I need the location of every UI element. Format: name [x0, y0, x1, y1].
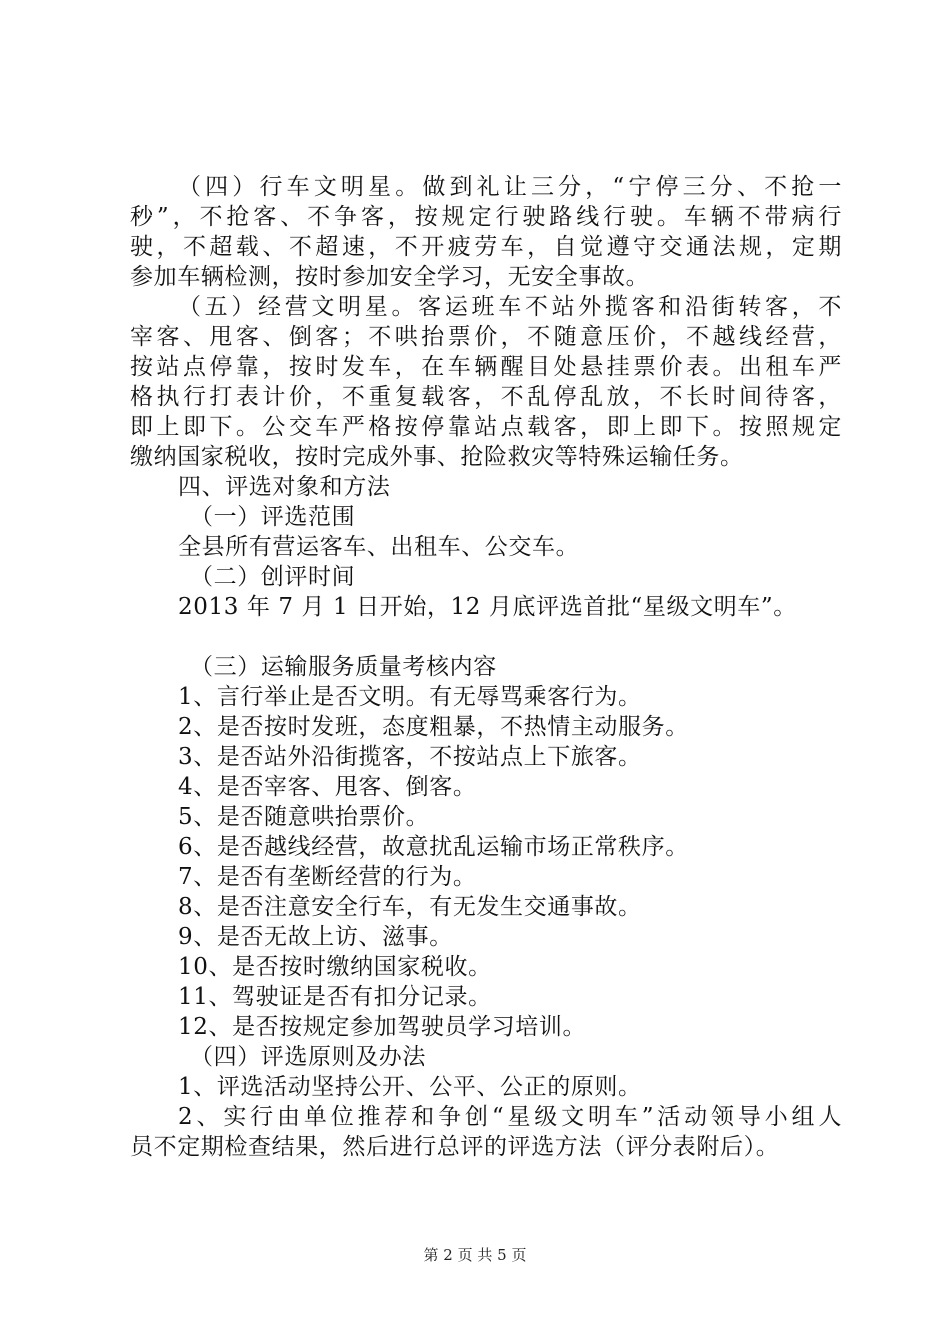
list-item: 12、是否按规定参加驾驶员学习培训。 — [178, 1014, 587, 1040]
section-heading: 四、评选对象和方法 — [178, 474, 391, 500]
list-item: 5、是否随意哄抬票价。 — [178, 804, 430, 830]
paragraph-line: （五）经营文明星。客运班车不站外揽客和沿街转客，不 — [178, 294, 842, 320]
list-item: 10、是否按时缴纳国家税收。 — [178, 954, 492, 980]
blank-line — [130, 622, 842, 652]
list-item: 1、评选活动坚持公开、公平、公正的原则。 — [178, 1074, 642, 1100]
list-item: 4、是否宰客、甩客、倒客。 — [178, 774, 477, 800]
paragraph-line: 宰客、甩客、倒客；不哄抬票价，不随意压价，不越线经营， — [130, 324, 842, 350]
paragraph-line: （四）行车文明星。做到礼让三分，“宁停三分、不抢一 — [178, 174, 842, 200]
list-item: 7、是否有垄断经营的行为。 — [178, 864, 477, 890]
subsection-heading: （三）运输服务质量考核内容 — [190, 654, 497, 680]
subsection-heading: （四）评选原则及办法 — [190, 1044, 426, 1070]
paragraph-line: 按站点停靠，按时发车，在车辆醒目处悬挂票价表。出租车严 — [130, 354, 842, 380]
paragraph-line: 格执行打表计价，不重复载客，不乱停乱放，不长时间待客， — [130, 384, 842, 410]
paragraph-line: 驶，不超载、不超速，不开疲劳车，自觉遵守交通法规，定期 — [130, 234, 842, 260]
subsection-heading: （一）评选范围 — [190, 504, 356, 530]
paragraph-line: 2013 年 7 月 1 日开始，12 月底评选首批“星级文明车”。 — [178, 594, 797, 620]
list-item: 3、是否站外沿街揽客，不按站点上下旅客。 — [178, 744, 642, 770]
list-item: 9、是否无故上访、滋事。 — [178, 924, 453, 950]
list-item: 11、驾驶证是否有扣分记录。 — [178, 984, 492, 1010]
paragraph-line: 员不定期检查结果，然后进行总评的评选方法（评分表附后）。 — [130, 1134, 780, 1160]
paragraph-line: 即上即下。公交车严格按停靠站点载客，即上即下。按照规定 — [130, 414, 842, 440]
list-item: 8、是否注意安全行车，有无发生交通事故。 — [178, 894, 642, 920]
paragraph-line: 全县所有营运客车、出租车、公交车。 — [178, 534, 580, 560]
paragraph-line: 参加车辆检测，按时参加安全学习，无安全事故。 — [130, 264, 650, 290]
subsection-heading: （二）创评时间 — [190, 564, 356, 590]
document-body — [130, 172, 842, 1162]
list-item: 2、是否按时发班，态度粗暴，不热情主动服务。 — [178, 714, 689, 740]
list-item: 6、是否越线经营，故意扰乱运输市场正常秩序。 — [178, 834, 689, 860]
paragraph-line: 缴纳国家税收，按时完成外事、抢险救灾等特殊运输任务。 — [130, 444, 744, 470]
paragraph-line: 秒”，不抢客、不争客，按规定行驶路线行驶。车辆不带病行 — [130, 204, 842, 230]
page-number-footer: 第 2 页 共 5 页 — [423, 1246, 527, 1264]
list-item: 1、言行举止是否文明。有无辱骂乘客行为。 — [178, 684, 642, 710]
paragraph-line: 2、实行由单位推荐和争创“星级文明车”活动领导小组人 — [178, 1104, 842, 1130]
